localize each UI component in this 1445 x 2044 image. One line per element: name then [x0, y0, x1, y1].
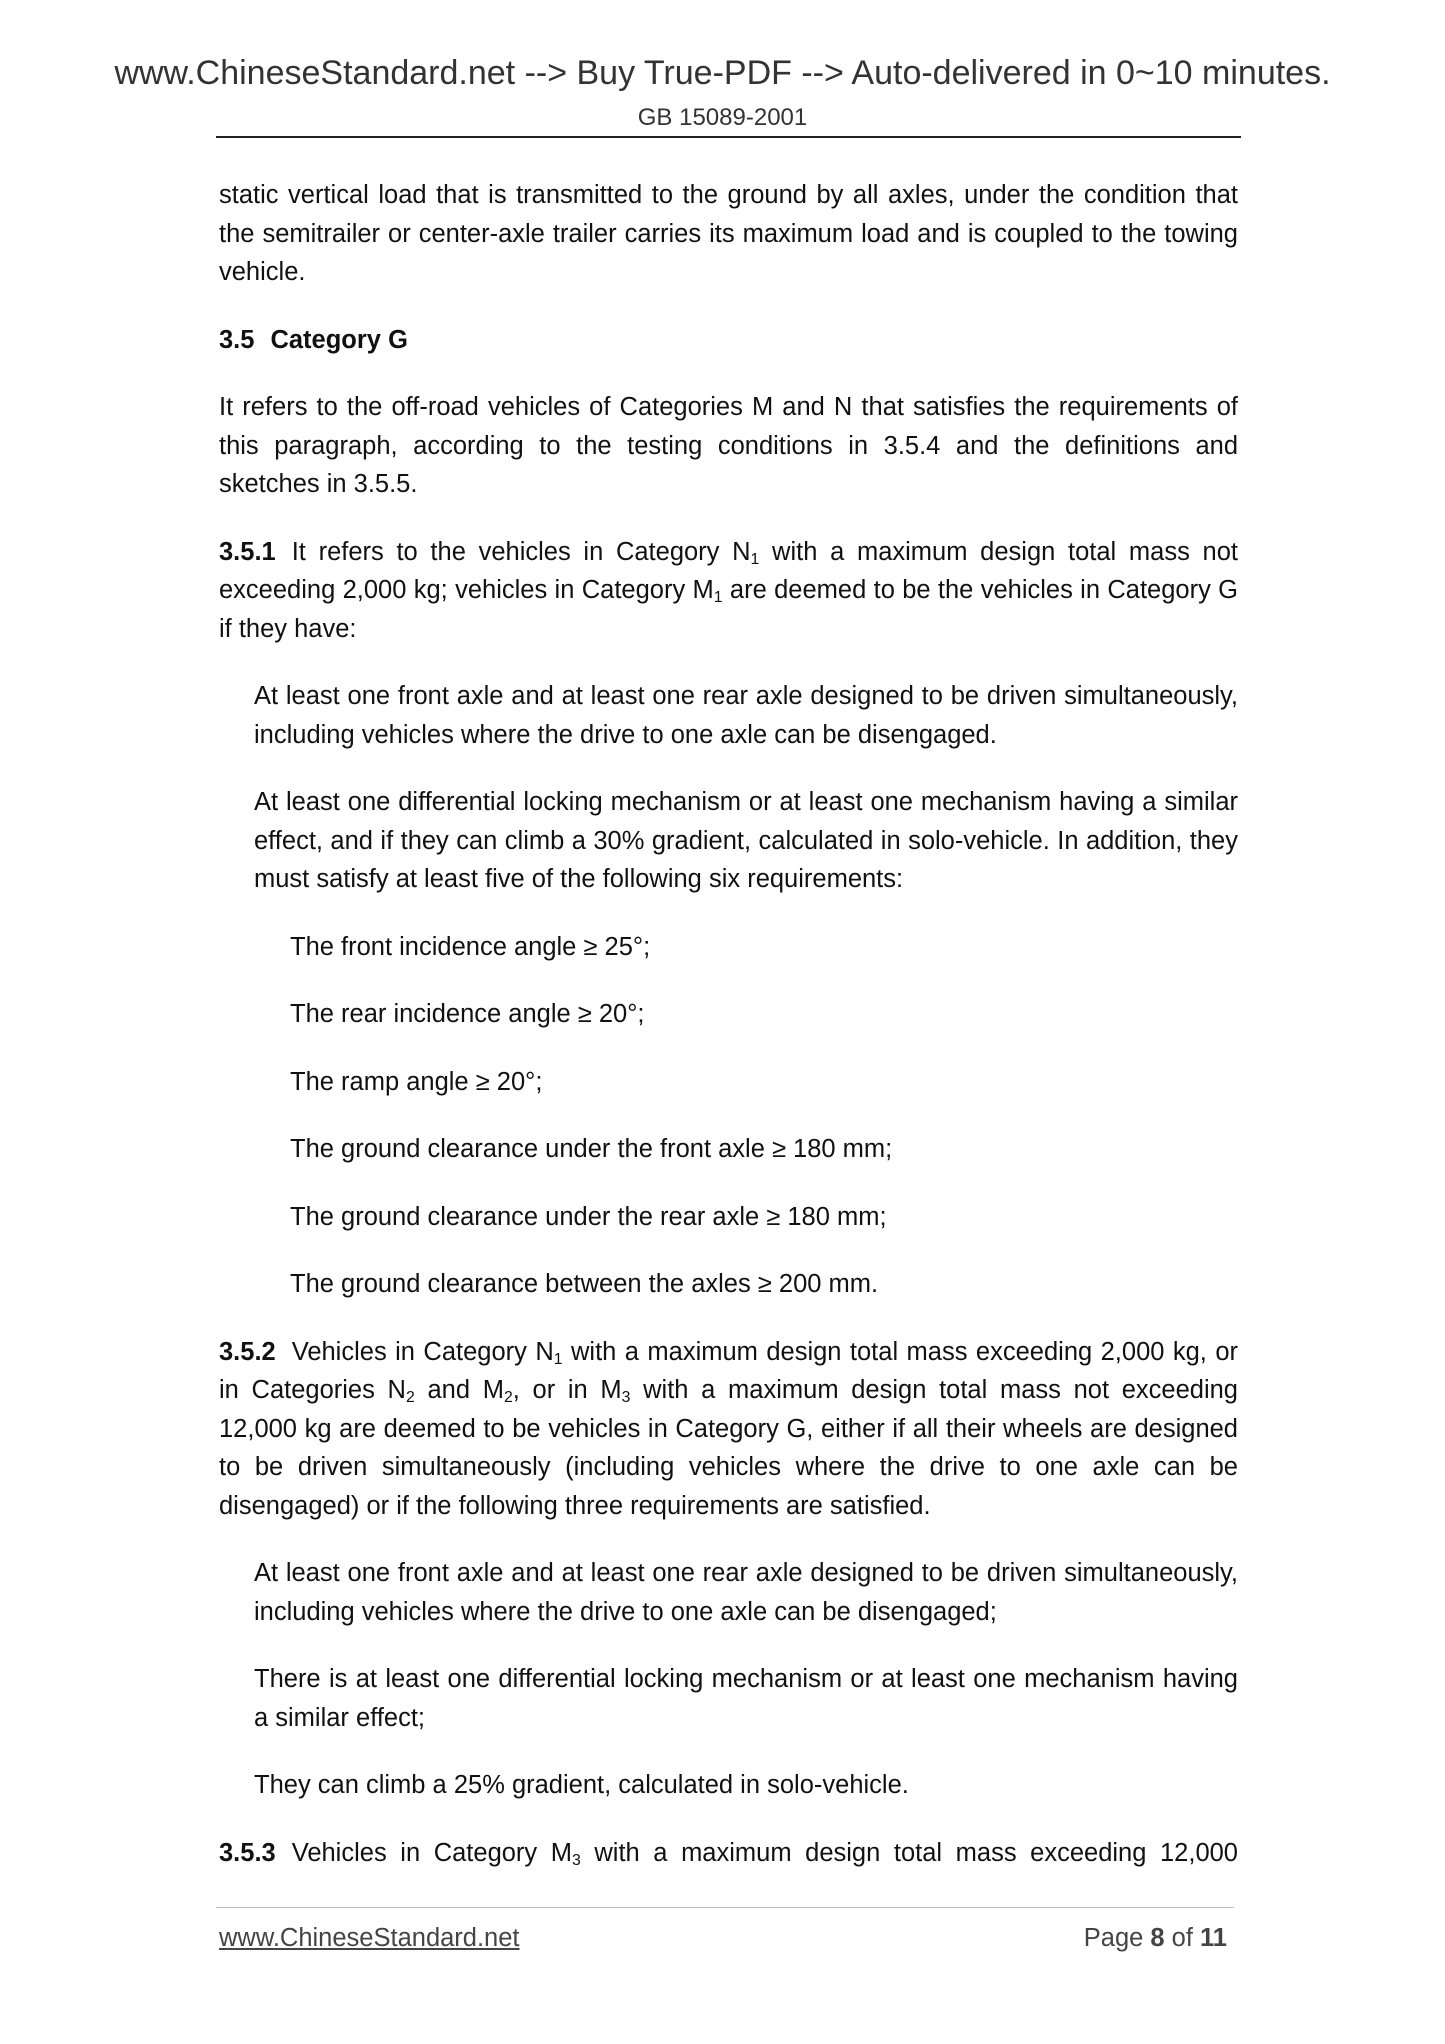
- footer-divider: [216, 1907, 1234, 1908]
- footer-website-link[interactable]: www.ChineseStandard.net: [219, 1924, 520, 1952]
- section-number: 3.5.1: [219, 537, 276, 566]
- page-indicator: Page 8 of 11: [1083, 1924, 1227, 1952]
- requirement-item: The ground clearance under the front axle ≥ 180 mm;: [290, 1135, 893, 1163]
- requirement-item: The ground clearance between the axles ≥ 200 mm.: [290, 1270, 879, 1298]
- list-item: They can climb a 25% gradient, calculated in solo-vehicle.: [254, 1771, 909, 1799]
- paragraph-continued: static vertical load that is transmitted to the ground by all axles, under the condition that the semitrailer or center-axle trailer carries its maximum load and is coupled to the towing vehicle.: [219, 181, 1238, 286]
- section-3-5-2-text: 3.5.2 Vehicles in Category $N_1$ with a maximum design total mass exceeding 2,000 kg, or in Categories $N_2$ and $M_2$, or in $M_3$ with a maximum design total mass not exceeding 12,000 kg are deemed to be vehicles in Category G, either if all their wheels are designed to be driven simultaneously (including vehicles where the drive to one axle can be disengaged) or if the following three requirements are satisfied.: [219, 1337, 1238, 1520]
- section-3-5-text: It refers to the off-road vehicles of Categories M and N that satisfies the requirements of this paragraph, according to the testing conditions in 3.5.4 and the definitions and sketches in 3.5.5.: [219, 393, 1238, 498]
- total-pages: 11: [1200, 1924, 1227, 1952]
- list-item: At least one front axle and at least one rear axle designed to be driven simultaneously, including vehicles where the drive to one axle can be disengaged.: [254, 682, 1238, 749]
- list-item: At least one differential locking mechanism or at least one mechanism having a similar effect, and if they can climb a 30% gradient, calculated in solo-vehicle. In addition, they must satisfy at least five of the following six requirements:: [254, 788, 1238, 893]
- section-number: 3.5.2: [219, 1337, 276, 1366]
- list-item: At least one front axle and at least one rear axle designed to be driven simultaneously, including vehicles where the drive to one axle can be disengaged;: [254, 1559, 1238, 1626]
- section-3-5-heading: [219, 321, 1238, 360]
- section-number: 3.5.3: [219, 1838, 276, 1867]
- requirement-item: The front incidence angle ≥ 25°;: [290, 932, 651, 961]
- section-3-5-3-text: 3.5.3 Vehicles in Category $M_3$ with a maximum design total mass exceeding 12,000: [219, 1838, 1238, 1869]
- requirement-item: The ground clearance under the rear axle ≥ 180 mm;: [290, 1202, 887, 1231]
- document-body: [219, 176, 1238, 1872]
- section-title: Category G: [270, 325, 408, 354]
- header-divider: [216, 136, 1241, 138]
- list-item: There is at least one differential locking mechanism or at least one mechanism having a similar effect;: [254, 1665, 1238, 1732]
- current-page: 8: [1150, 1924, 1165, 1952]
- requirement-item: The rear incidence angle ≥ 20°;: [290, 1000, 645, 1028]
- header-banner: www.ChineseStandard.net --> Buy True-PDF --> Auto-delivered in 0~10 minutes.: [114, 54, 1331, 92]
- section-number: 3.5: [219, 325, 255, 354]
- requirement-item: The ramp angle ≥ 20°;: [290, 1067, 543, 1096]
- standard-number: GB 15089-2001: [637, 104, 808, 131]
- section-3-5-1-text: 3.5.1 It refers to the vehicles in Category $N_1$ with a maximum design total mass not exceeding 2,000 kg; vehicles in Category $M_1$ are deemed to be the vehicles in Category G if they have:: [219, 537, 1238, 643]
